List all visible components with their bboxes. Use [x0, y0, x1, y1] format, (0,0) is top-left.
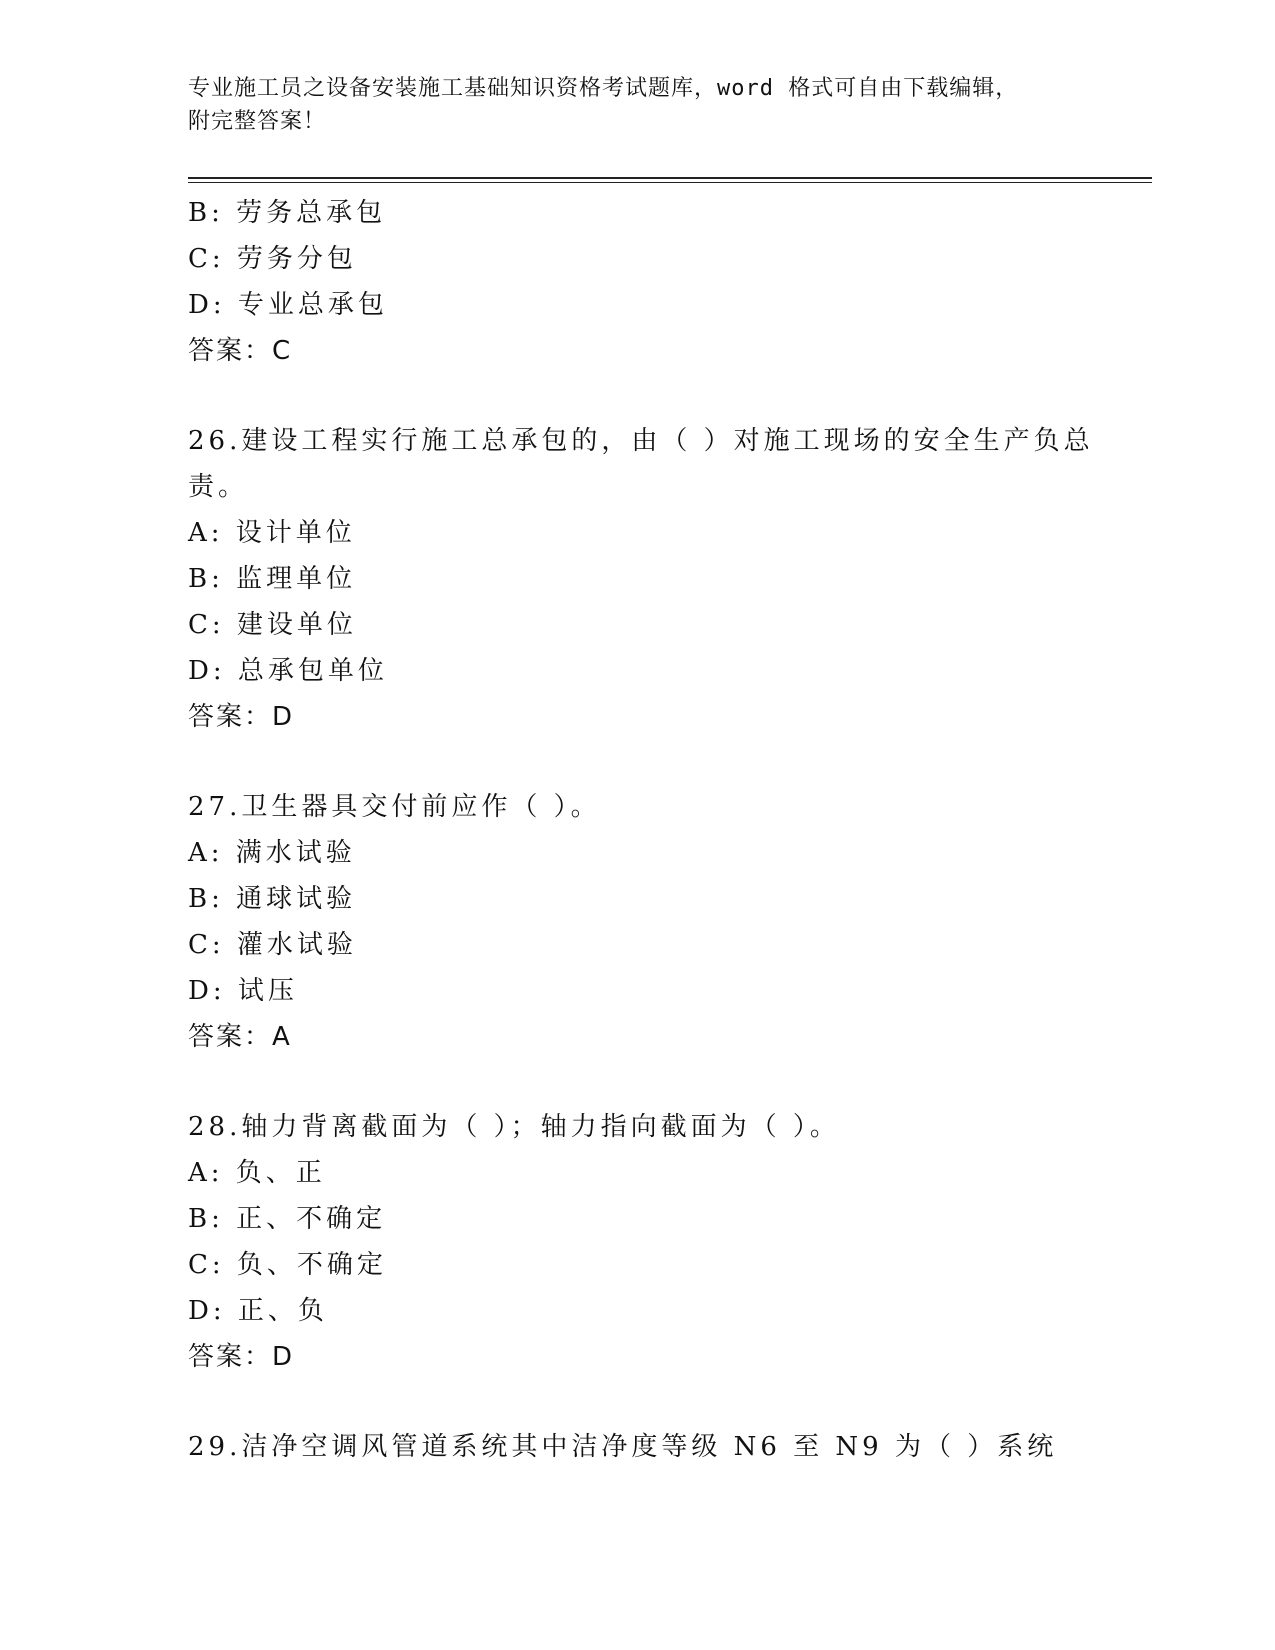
document-header — [188, 72, 1068, 138]
header-line-2: 附完整答案！ — [188, 109, 327, 134]
header-line-1: 专业施工员之设备安装施工基础知识资格考试题库，word 格式可自由下载编辑， — [188, 76, 1019, 101]
option-d: D: 专业总承包 — [188, 290, 388, 320]
header-rule-thick — [188, 177, 1152, 179]
question-text: 29.洁净空调风管道系统其中洁净度等级 N6 至 N9 为（ ）系统 — [188, 1432, 1058, 1462]
question-text: 28.轴力背离截面为（ ）；轴力指向截面为（ ）。 — [188, 1112, 840, 1142]
answer: 答案：C — [188, 336, 293, 366]
question-list — [188, 190, 1138, 1470]
header-rule-thin — [188, 182, 1152, 183]
option-b: B: 通球试验 — [188, 884, 357, 914]
answer: 答案：D — [188, 1342, 295, 1372]
option-d: D: 总承包单位 — [188, 656, 388, 686]
question-29 — [188, 1424, 1138, 1470]
option-b: B: 监理单位 — [188, 564, 357, 594]
option-d: D: 试压 — [188, 976, 298, 1006]
option-c: C: 建设单位 — [188, 610, 357, 640]
option-a: A: 设计单位 — [188, 518, 356, 548]
option-a: A: 满水试验 — [188, 838, 356, 868]
option-d: D: 正、负 — [188, 1296, 328, 1326]
option-c: C: 劳务分包 — [188, 244, 357, 274]
question-27 — [188, 784, 1138, 1060]
option-b: B: 正、不确定 — [188, 1204, 387, 1234]
question-text: 27.卫生器具交付前应作（ ）。 — [188, 792, 601, 822]
question-26 — [188, 418, 1138, 740]
answer: 答案：A — [188, 1022, 292, 1052]
question-28 — [188, 1104, 1138, 1380]
question-text: 26.建设工程实行施工总承包的，由（ ）对施工现场的安全生产负总责。 — [188, 426, 1094, 502]
option-c: C: 灌水试验 — [188, 930, 357, 960]
answer: 答案：D — [188, 702, 295, 732]
option-a: A: 负、正 — [188, 1158, 326, 1188]
option-b: B: 劳务总承包 — [188, 198, 387, 228]
question-25 — [188, 190, 1138, 374]
option-c: C: 负、不确定 — [188, 1250, 387, 1280]
